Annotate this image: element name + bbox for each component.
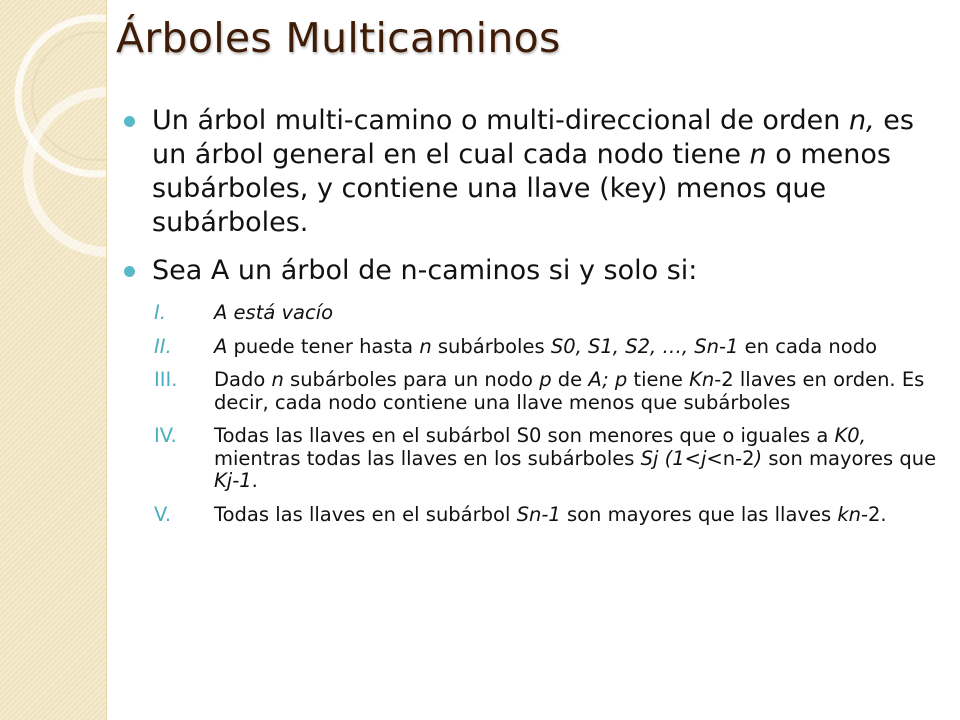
text-run: Un árbol multi-camino o multi-direccional de orden [152,105,849,136]
bullet-dot-icon [124,266,135,277]
text-run: -2. [860,502,887,526]
item-number: III. [154,368,178,391]
text-run: en cada nodo [738,334,878,358]
slide-content [124,104,948,537]
text-run: Dado [214,368,272,391]
text-run: n-2 [722,446,755,470]
list-item [124,504,948,527]
item-text [214,424,936,492]
list-item [124,302,948,325]
item-text [214,368,924,414]
text-run: Todas las llaves en el subárbol [214,502,517,526]
text-run: puede tener hasta [227,334,420,358]
side-decoration-band [0,0,107,720]
item-number: I. [154,301,166,324]
italic-text-run: A [214,334,228,358]
slide-title: Árboles Multicaminos [116,14,561,62]
italic-text-run: A está vacío [214,301,334,324]
italic-text-run: Kn [689,368,715,391]
item-number: IV. [154,424,177,447]
italic-text-run: K0, [834,424,866,447]
numbered-list [124,302,948,526]
text-run: subárboles [431,334,551,358]
bullet-definition [124,104,948,240]
italic-text-run: ) [754,446,763,470]
text-run: son mayores que [762,446,937,470]
text-run: Todas las llaves en el subárbol S0 son menores que o iguales a [214,424,835,447]
item-number: V. [154,502,172,526]
text-run: de [551,368,589,391]
italic-text-run: kn [837,502,861,526]
italic-text-run: n [271,368,284,391]
italic-text-run: Sn-1 [516,502,561,526]
italic-text-run: A; p [588,368,628,391]
list-item [124,336,948,359]
text-run: subárboles para un nodo [283,368,540,391]
bullet-condition [124,254,948,288]
bullet-text [152,105,914,238]
item-number: II. [154,334,172,358]
italic-text-run: Kj-1 [214,469,252,492]
item-text [214,335,877,358]
italic-text-run: Sj (1<j< [640,446,723,470]
italic-text-run: n [419,334,432,358]
item-text [214,301,333,324]
list-item [124,425,948,493]
text-run: es un árbol general en el cual cada nodo tiene [152,105,914,170]
item-text [214,503,887,526]
text-run: . [251,469,258,492]
decorative-circles [0,0,106,720]
bullet-text [152,255,697,286]
italic-text-run: n, [848,105,875,136]
italic-text-run: p [539,368,552,391]
text-run: Sea A un árbol de n-caminos si y solo si: [152,255,698,286]
list-item [124,369,948,414]
text-run: -2 llaves en orden. Es decir, cada nodo contiene una llave menos que subárboles [214,368,925,414]
text-run: mientras todas las llaves en los subárboles [214,446,641,470]
text-run: tiene [627,368,690,391]
text-run: o menos subárboles, y contiene una llave (key) menos que subárboles. [152,139,891,238]
italic-text-run: S0, S1, S2, …, Sn-1 [550,334,739,358]
text-run: son mayores que las llaves [560,502,838,526]
bullet-dot-icon [124,116,135,127]
italic-text-run: n [749,139,767,170]
